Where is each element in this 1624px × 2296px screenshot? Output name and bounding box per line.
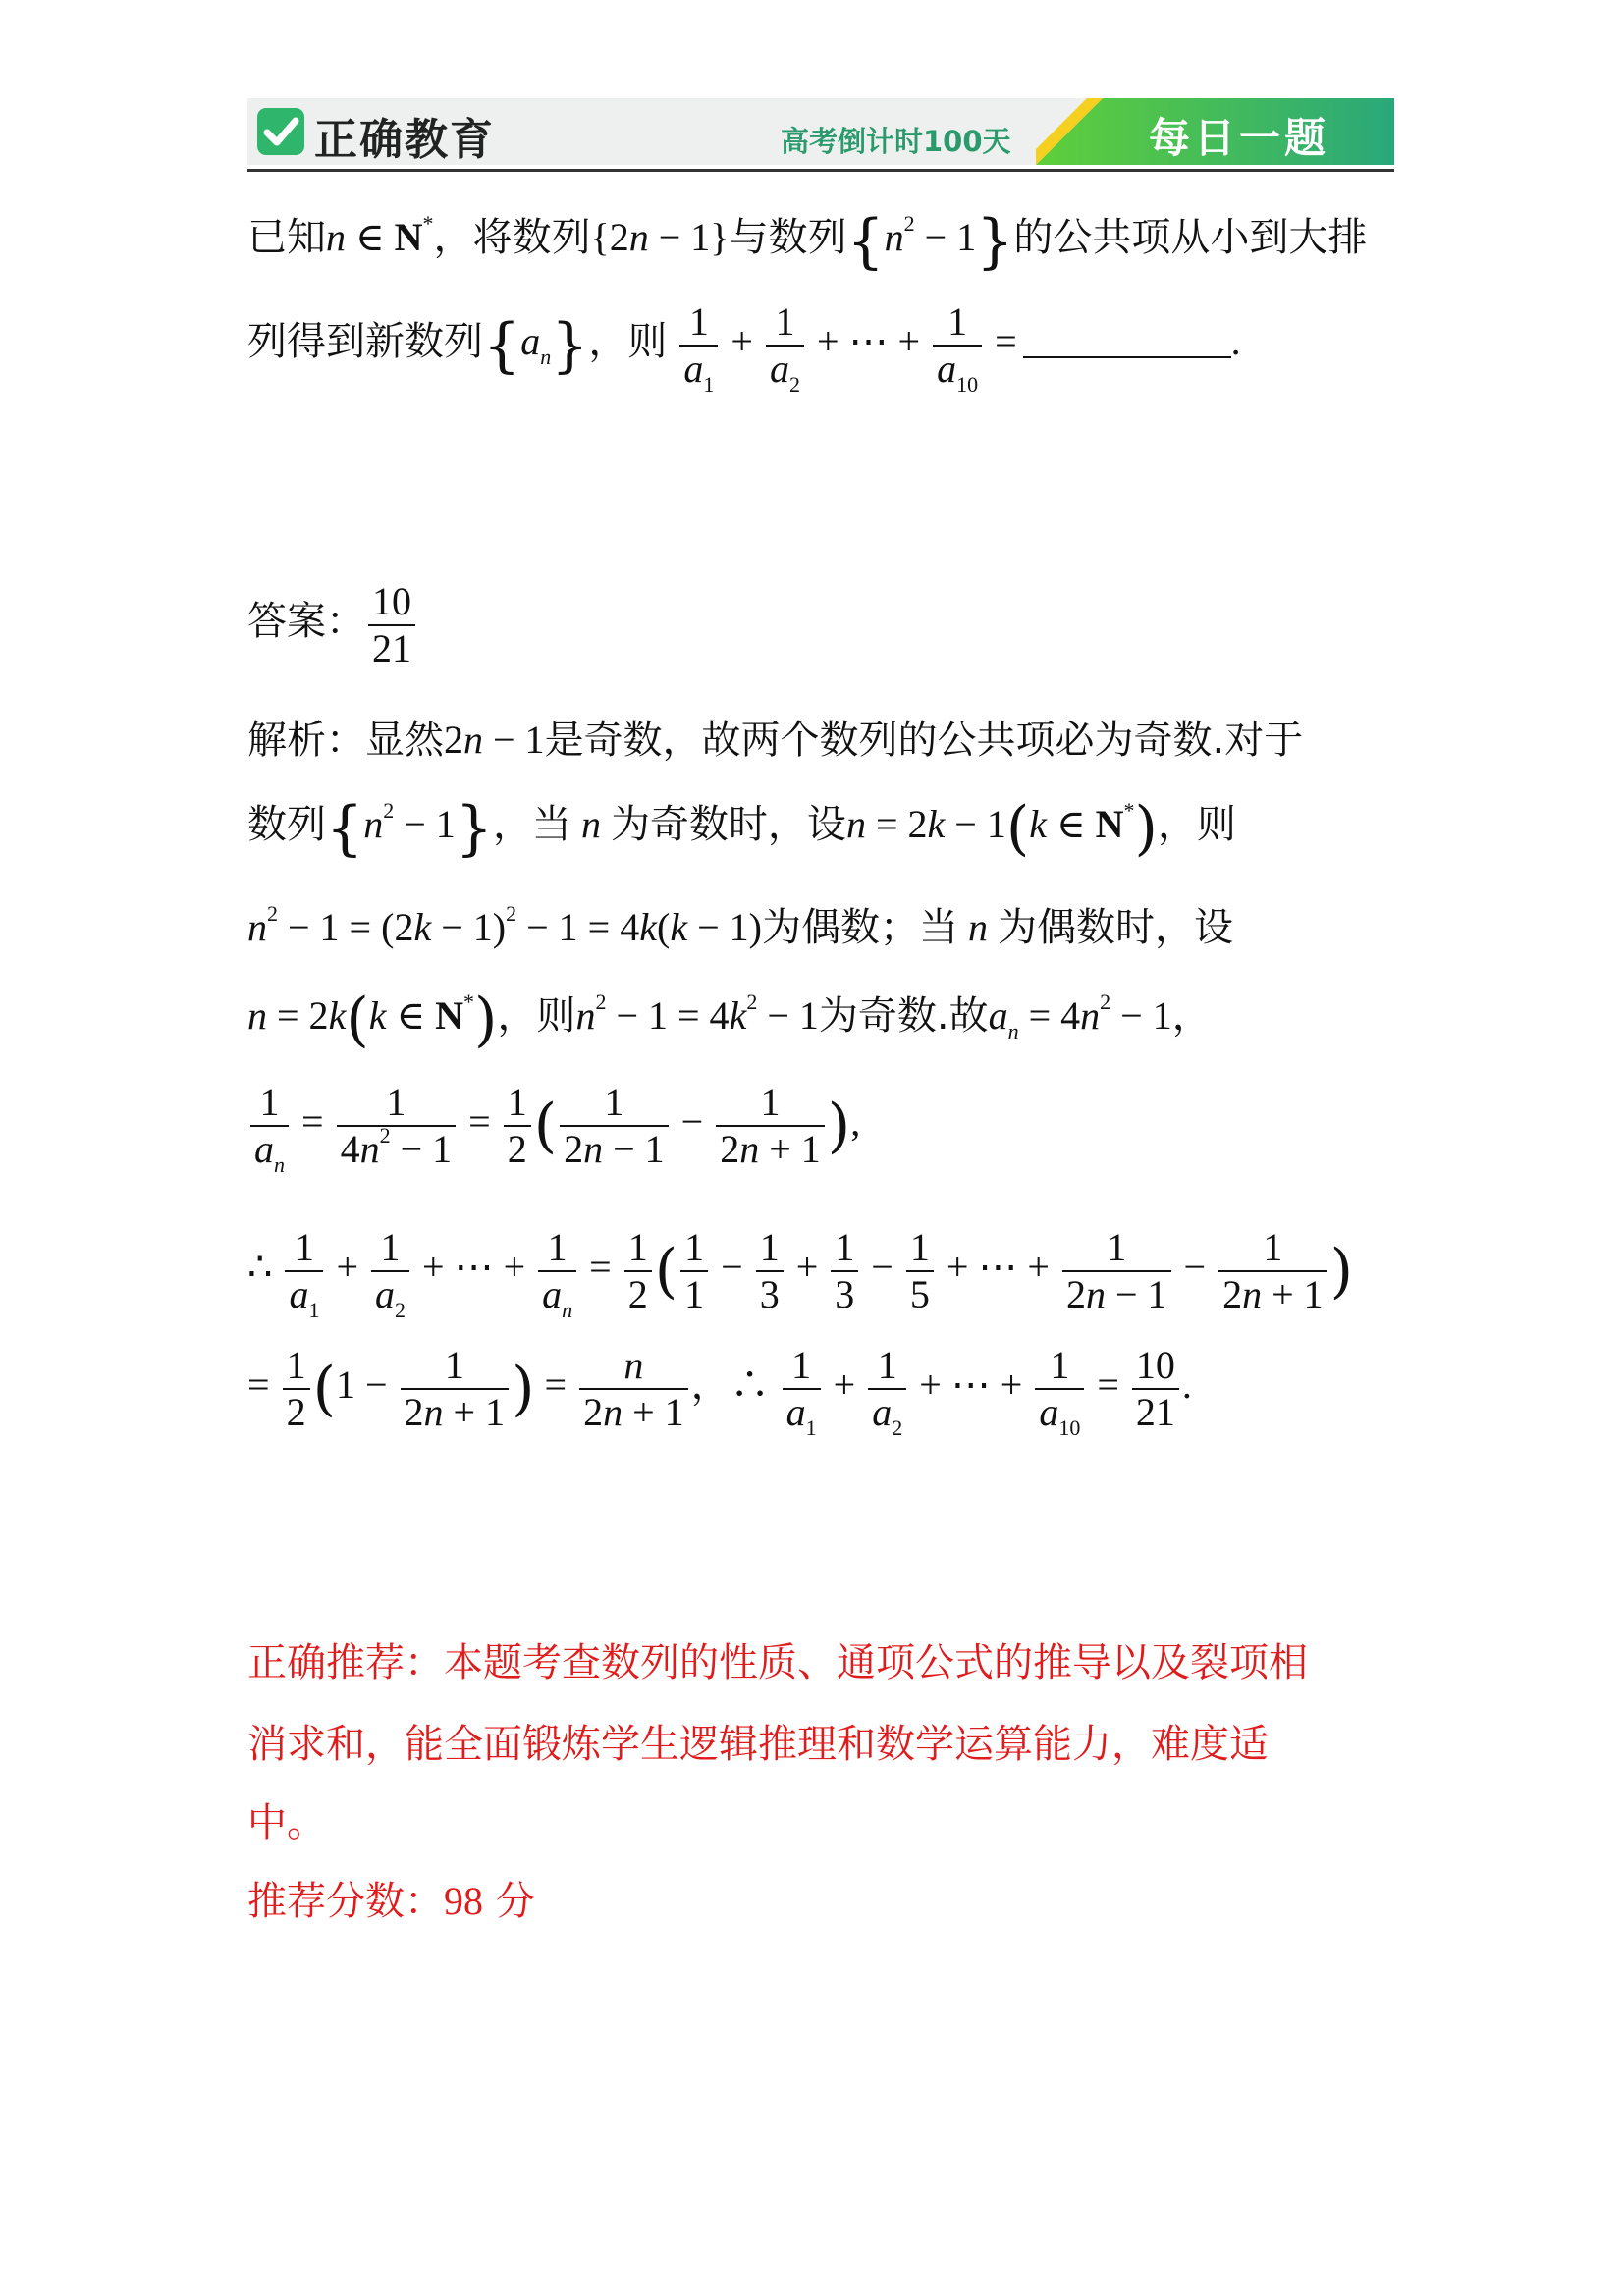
question-text: 与数列 xyxy=(729,215,847,260)
answer-denominator: 21 xyxy=(368,624,415,671)
score-unit: 分 xyxy=(495,1879,535,1924)
question-text: ，将数列 xyxy=(433,215,591,260)
question-line-1: 已知n ∈ N*，将数列{2n − 1}与数列$\{n^2 - 1\}$的公共项从小到大排 xyxy=(247,206,1368,276)
analysis-text: ，当 xyxy=(492,802,571,847)
check-icon xyxy=(257,108,304,155)
score-value: 98 xyxy=(444,1879,483,1923)
analysis-line-2: 数列$\{n^2 - 1\}$，当 n 为奇数时，设n = 2k − 1(k ∈ N*)，则 xyxy=(247,793,1236,863)
question-text: ，则 xyxy=(588,319,668,365)
recommend-line-2: 消求和，能全面锻炼学生逻辑推理和数学运算能力，难度适 xyxy=(247,1722,1269,1767)
countdown-text: 高考倒计时100天 xyxy=(781,125,1011,158)
formula-term: $\frac{1}{a_n}$ = $\frac{1}{4n^2 - 1}$ = $\frac{1}{2}$ ( $\frac{1}{2n - 1}$ − $\frac{1}{2n + 1}$ ), xyxy=(247,1080,860,1172)
formula-sum: ∴ $\frac{1}{a_1}$ + $\frac{1}{a_2}$ + ⋯ + $\frac{1}{a_n}$ = $\frac{1}{2}$ ( $\frac{1}{1}$ − $\frac{1}{3}$ + $\frac{1}{3}$ − $\frac{1}{5}$ + ⋯ + $\frac{1}{2n - 1}$ − $\frac{1}{2n + 1}$ ) xyxy=(247,1225,1354,1322)
analysis-text: ，则 xyxy=(497,993,576,1039)
analysis-text: 显然 xyxy=(365,718,444,763)
answer-line xyxy=(247,579,418,671)
analysis-line-3: $n^2 - 1 = (2k - 1)^2 - 1 = 4k(k - 1)$为偶数；当 n 为偶数时，设 xyxy=(247,901,1233,950)
analysis-text: 为偶数；当 xyxy=(761,905,958,950)
analysis-text: ， xyxy=(1171,993,1212,1039)
analysis-text: 为偶数时，设 xyxy=(997,905,1233,950)
question-text: 已知 xyxy=(247,215,326,260)
recommend-line-1: 正确推荐：本题考查数列的性质、通项公式的推导以及裂项相 xyxy=(247,1640,1308,1685)
question-text: 列得到新数列 xyxy=(247,319,483,365)
recommend-line-3: 中。 xyxy=(247,1800,326,1845)
recommend-score xyxy=(247,1870,535,1926)
analysis-text: 为奇数.故 xyxy=(818,993,989,1039)
formula-result: = $\frac{1}{2}$ (1 − $\frac{1}{2n + 1}$ ) = $\frac{n}{2n + 1}$ ，∴ $\frac{1}{a_1}$ + $\frac{1}{a_2}$ + ⋯ + $\frac{1}{a_{10}}$ = $\frac{10}{21}$ . xyxy=(247,1343,1192,1440)
question-line-2: 列得到新数列$\{a_n\}$，则 $\frac{1}{a_1}$ + $\frac{1}{a_2}$ + ⋯ + $\frac{1}{a_{10}}$ = . xyxy=(247,299,1241,397)
analysis-text: 数列 xyxy=(247,802,326,847)
analysis-line-4: n = 2k(k ∈ N*)，则$n^2 - 1 = 4k^2 - 1$为奇数.故$a_n = 4n^2 - 1$， xyxy=(247,985,1212,1054)
daily-question-label: 每日一题 xyxy=(1149,114,1330,162)
question-text: 的公共项从小到大排 xyxy=(1013,215,1368,260)
answer-blank xyxy=(1023,356,1231,358)
score-label: 推荐分数： xyxy=(247,1879,444,1924)
analysis-text: 为奇数时，设 xyxy=(610,802,846,847)
analysis-line-1: 解析：显然2n − 1是奇数，故两个数列的公共项必为奇数.对于 xyxy=(247,718,1304,763)
analysis-text: ，则 xyxy=(1157,802,1236,847)
analysis-text: 是奇数，故两个数列的公共项必为奇数.对于 xyxy=(544,718,1304,763)
brand-name: 正确教育 xyxy=(314,115,495,165)
header-divider xyxy=(247,169,1394,172)
analysis-label: 解析： xyxy=(247,718,365,763)
answer-numerator: 10 xyxy=(372,579,411,623)
answer-label: 答案： xyxy=(247,599,365,645)
